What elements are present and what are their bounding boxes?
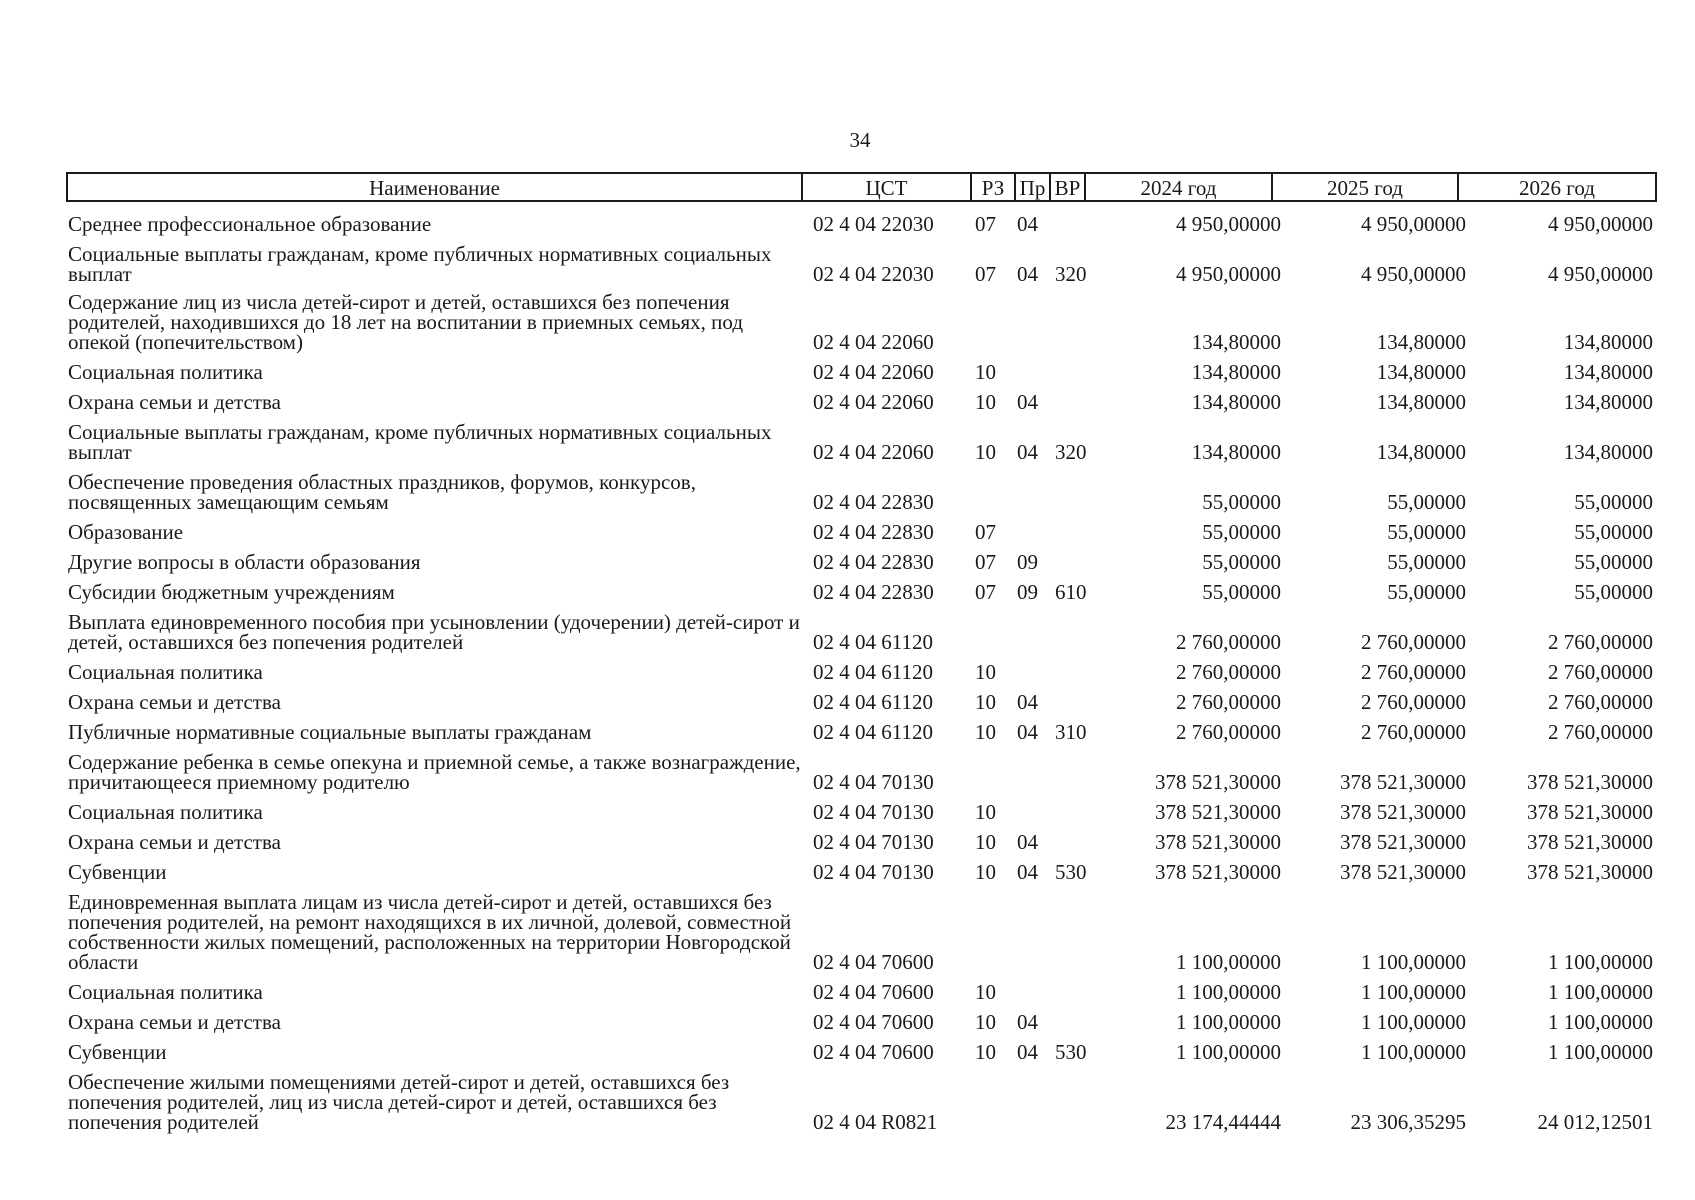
row-cst: 02 4 04 22030 bbox=[813, 212, 934, 236]
row-2025: 23 306,35295 bbox=[1350, 1110, 1466, 1134]
row-rz: 10 bbox=[975, 1010, 996, 1034]
row-2026: 134,80000 bbox=[1563, 360, 1653, 384]
row-cst: 02 4 04 70600 bbox=[813, 1040, 934, 1064]
row-2026: 1 100,00000 bbox=[1548, 980, 1653, 1004]
row-2024: 2 760,00000 bbox=[1176, 660, 1281, 684]
row-rz: 10 bbox=[975, 860, 996, 884]
row-pr: 04 bbox=[1017, 212, 1038, 236]
column-header-2026: 2026 год bbox=[1519, 176, 1595, 200]
row-cst: 02 4 04 61120 bbox=[813, 660, 933, 684]
row-2026: 2 760,00000 bbox=[1548, 660, 1653, 684]
table-row bbox=[0, 654, 1695, 682]
row-cst: 02 4 04 61120 bbox=[813, 690, 933, 714]
row-cst: 02 4 04 22830 bbox=[813, 580, 934, 604]
row-2026: 134,80000 bbox=[1563, 440, 1653, 464]
row-vr: 610 bbox=[1055, 580, 1087, 604]
row-cst: 02 4 04 70130 bbox=[813, 830, 934, 854]
row-2025: 134,80000 bbox=[1376, 360, 1466, 384]
row-name: Охрана семьи и детства bbox=[68, 390, 281, 414]
row-rz: 07 bbox=[975, 580, 996, 604]
row-2024: 134,80000 bbox=[1191, 360, 1281, 384]
table-row bbox=[0, 974, 1695, 1002]
table-row bbox=[0, 884, 1695, 972]
row-name: Субвенции bbox=[68, 860, 167, 884]
row-rz: 07 bbox=[975, 212, 996, 236]
row-pr: 09 bbox=[1017, 580, 1038, 604]
row-2026: 4 950,00000 bbox=[1548, 212, 1653, 236]
row-cst: 02 4 04 61120 bbox=[813, 630, 933, 654]
row-cst: 02 4 04 22060 bbox=[813, 360, 934, 384]
row-2025: 134,80000 bbox=[1376, 440, 1466, 464]
row-2024: 2 760,00000 bbox=[1176, 720, 1281, 744]
row-2026: 2 760,00000 bbox=[1548, 720, 1653, 744]
row-cst: 02 4 04 61120 bbox=[813, 720, 933, 744]
row-2024: 378 521,30000 bbox=[1155, 770, 1281, 794]
row-rz: 07 bbox=[975, 550, 996, 574]
row-2026: 134,80000 bbox=[1563, 330, 1653, 354]
row-2024: 4 950,00000 bbox=[1176, 212, 1281, 236]
row-name: Охрана семьи и детства bbox=[68, 690, 281, 714]
table-row bbox=[0, 604, 1695, 652]
row-2026: 378 521,30000 bbox=[1527, 800, 1653, 824]
table-row bbox=[0, 384, 1695, 412]
row-rz: 10 bbox=[975, 360, 996, 384]
row-2026: 378 521,30000 bbox=[1527, 770, 1653, 794]
row-2026: 1 100,00000 bbox=[1548, 950, 1653, 974]
row-name: Субвенции bbox=[68, 1040, 167, 1064]
row-pr: 04 bbox=[1017, 1040, 1038, 1064]
row-2024: 378 521,30000 bbox=[1155, 830, 1281, 854]
row-pr: 04 bbox=[1017, 262, 1038, 286]
row-cst: 02 4 04 70600 bbox=[813, 980, 934, 1004]
row-2024: 55,00000 bbox=[1202, 490, 1281, 514]
row-pr: 04 bbox=[1017, 440, 1038, 464]
table-row bbox=[0, 544, 1695, 572]
row-cst: 02 4 04 22030 bbox=[813, 262, 934, 286]
table-row bbox=[0, 744, 1695, 792]
table-row bbox=[0, 794, 1695, 822]
row-2025: 2 760,00000 bbox=[1361, 660, 1466, 684]
row-pr: 04 bbox=[1017, 390, 1038, 414]
row-rz: 10 bbox=[975, 1040, 996, 1064]
column-header-name: Наименование bbox=[68, 174, 803, 200]
table-row bbox=[0, 714, 1695, 742]
row-2024: 23 174,44444 bbox=[1165, 1110, 1281, 1134]
row-vr: 530 bbox=[1055, 1040, 1087, 1064]
row-name: Публичные нормативные социальные выплаты гражданам bbox=[68, 720, 592, 744]
row-2024: 4 950,00000 bbox=[1176, 262, 1281, 286]
row-pr: 04 bbox=[1017, 720, 1038, 744]
row-2026: 378 521,30000 bbox=[1527, 830, 1653, 854]
row-name: Единовременная выплата лицам из числа детей-сирот и детей, оставшихся без попечения родителей, на ремонт находящихся в их личной, долевой, совместной собственности жилых помещений, расположенных на территории Новгородской области bbox=[68, 890, 792, 974]
row-2026: 2 760,00000 bbox=[1548, 630, 1653, 654]
row-name: Социальная политика bbox=[68, 660, 263, 684]
table-row bbox=[0, 574, 1695, 602]
row-cst: 02 4 04 70600 bbox=[813, 1010, 934, 1034]
row-2025: 1 100,00000 bbox=[1361, 980, 1466, 1004]
row-vr: 320 bbox=[1055, 262, 1087, 286]
table-row bbox=[0, 236, 1695, 284]
table-row bbox=[0, 1034, 1695, 1062]
row-2024: 1 100,00000 bbox=[1176, 980, 1281, 1004]
page-number: 34 bbox=[849, 128, 871, 152]
row-2025: 55,00000 bbox=[1387, 580, 1466, 604]
row-name: Содержание ребенка в семье опекуна и приемной семье, а также вознаграждение, причитающееся приемному родителю bbox=[68, 750, 801, 794]
row-name: Социальные выплаты гражданам, кроме публичных нормативных социальных выплат bbox=[68, 420, 772, 464]
row-cst: 02 4 04 70130 bbox=[813, 800, 934, 824]
row-rz: 10 bbox=[975, 390, 996, 414]
row-vr: 530 bbox=[1055, 860, 1087, 884]
row-2025: 55,00000 bbox=[1387, 490, 1466, 514]
row-2025: 134,80000 bbox=[1376, 390, 1466, 414]
row-cst: 02 4 04 22830 bbox=[813, 520, 934, 544]
table-row bbox=[0, 514, 1695, 542]
row-2025: 1 100,00000 bbox=[1361, 950, 1466, 974]
row-2024: 1 100,00000 bbox=[1176, 1010, 1281, 1034]
row-name: Социальные выплаты гражданам, кроме публичных нормативных социальных выплат bbox=[68, 242, 772, 286]
table-row bbox=[0, 1004, 1695, 1032]
row-2025: 2 760,00000 bbox=[1361, 720, 1466, 744]
row-2025: 134,80000 bbox=[1376, 330, 1466, 354]
row-name: Обеспечение проведения областных праздников, форумов, конкурсов, посвященных замещающим семьям bbox=[68, 470, 696, 514]
row-2024: 55,00000 bbox=[1202, 550, 1281, 574]
table-row bbox=[0, 286, 1695, 352]
row-pr: 09 bbox=[1017, 550, 1038, 574]
row-2025: 4 950,00000 bbox=[1361, 212, 1466, 236]
row-vr: 310 bbox=[1055, 720, 1087, 744]
row-2024: 1 100,00000 bbox=[1176, 950, 1281, 974]
row-name: Социальная политика bbox=[68, 980, 263, 1004]
row-2024: 134,80000 bbox=[1191, 330, 1281, 354]
row-2024: 134,80000 bbox=[1191, 390, 1281, 414]
row-2024: 2 760,00000 bbox=[1176, 690, 1281, 714]
row-2026: 55,00000 bbox=[1574, 490, 1653, 514]
column-header-vr: ВР bbox=[1051, 174, 1086, 200]
row-2025: 2 760,00000 bbox=[1361, 690, 1466, 714]
row-rz: 07 bbox=[975, 520, 996, 544]
row-2024: 55,00000 bbox=[1202, 520, 1281, 544]
table-row bbox=[0, 354, 1695, 382]
column-header-pr: Пр bbox=[1016, 174, 1051, 200]
row-2026: 4 950,00000 bbox=[1548, 262, 1653, 286]
row-pr: 04 bbox=[1017, 690, 1038, 714]
row-cst: 02 4 04 R0821 bbox=[813, 1110, 938, 1134]
row-name: Субсидии бюджетным учреждениям bbox=[68, 580, 395, 604]
row-name: Образование bbox=[68, 520, 184, 544]
row-pr: 04 bbox=[1017, 830, 1038, 854]
row-rz: 10 bbox=[975, 660, 996, 684]
row-2025: 378 521,30000 bbox=[1340, 860, 1466, 884]
row-rz: 10 bbox=[975, 800, 996, 824]
table-row bbox=[0, 684, 1695, 712]
row-2025: 1 100,00000 bbox=[1361, 1040, 1466, 1064]
column-header-2025: 2025 год bbox=[1273, 174, 1459, 200]
row-cst: 02 4 04 22830 bbox=[813, 550, 934, 574]
row-name: Социальная политика bbox=[68, 800, 263, 824]
column-header-rz: РЗ bbox=[972, 174, 1016, 200]
row-name: Охрана семьи и детства bbox=[68, 830, 281, 854]
table-row bbox=[0, 464, 1695, 512]
row-2026: 1 100,00000 bbox=[1548, 1040, 1653, 1064]
table-header bbox=[66, 172, 1657, 202]
row-name: Выплата единовременного пособия при усыновлении (удочерении) детей-сирот и детей, оставшихся без попечения родителей bbox=[68, 610, 800, 654]
row-2026: 1 100,00000 bbox=[1548, 1010, 1653, 1034]
table-row bbox=[0, 854, 1695, 882]
row-cst: 02 4 04 70130 bbox=[813, 860, 934, 884]
row-rz: 07 bbox=[975, 262, 996, 286]
row-cst: 02 4 04 22060 bbox=[813, 330, 934, 354]
row-cst: 02 4 04 22060 bbox=[813, 390, 934, 414]
row-2024: 378 521,30000 bbox=[1155, 860, 1281, 884]
table-row bbox=[0, 206, 1695, 234]
row-rz: 10 bbox=[975, 830, 996, 854]
row-rz: 10 bbox=[975, 720, 996, 744]
row-2026: 55,00000 bbox=[1574, 550, 1653, 574]
row-2024: 1 100,00000 bbox=[1176, 1040, 1281, 1064]
table-row bbox=[0, 824, 1695, 852]
row-pr: 04 bbox=[1017, 1010, 1038, 1034]
row-name: Обеспечение жилыми помещениями детей-сирот и детей, оставшихся без попечения родителей, лиц из числа детей-сирот и детей, оставшихся без попечения родителей bbox=[68, 1070, 730, 1134]
row-vr: 320 bbox=[1055, 440, 1087, 464]
row-2024: 134,80000 bbox=[1191, 440, 1281, 464]
row-2025: 1 100,00000 bbox=[1361, 1010, 1466, 1034]
row-2025: 378 521,30000 bbox=[1340, 770, 1466, 794]
row-name: Другие вопросы в области образования bbox=[68, 550, 421, 574]
row-2026: 2 760,00000 bbox=[1548, 690, 1653, 714]
row-name: Социальная политика bbox=[68, 360, 263, 384]
row-2025: 2 760,00000 bbox=[1361, 630, 1466, 654]
row-2026: 55,00000 bbox=[1574, 520, 1653, 544]
row-2026: 55,00000 bbox=[1574, 580, 1653, 604]
row-2026: 378 521,30000 bbox=[1527, 860, 1653, 884]
row-cst: 02 4 04 70600 bbox=[813, 950, 934, 974]
row-rz: 10 bbox=[975, 440, 996, 464]
row-2025: 4 950,00000 bbox=[1361, 262, 1466, 286]
row-cst: 02 4 04 70130 bbox=[813, 770, 934, 794]
row-2024: 55,00000 bbox=[1202, 580, 1281, 604]
column-header-2024: 2024 год bbox=[1086, 174, 1273, 200]
column-header-cst: ЦСТ bbox=[803, 174, 972, 200]
row-2026: 134,80000 bbox=[1563, 390, 1653, 414]
row-name: Содержание лиц из числа детей-сирот и детей, оставшихся без попечения родителей, находившихся до 18 лет на воспитании в приемных семьях, под опекой (попечительством) bbox=[68, 290, 744, 354]
row-2025: 55,00000 bbox=[1387, 520, 1466, 544]
row-name: Среднее профессиональное образование bbox=[68, 212, 432, 236]
row-rz: 10 bbox=[975, 980, 996, 1004]
row-rz: 10 bbox=[975, 690, 996, 714]
row-2026: 24 012,12501 bbox=[1537, 1110, 1653, 1134]
row-2025: 55,00000 bbox=[1387, 550, 1466, 574]
row-2024: 2 760,00000 bbox=[1176, 630, 1281, 654]
table-row bbox=[0, 1064, 1695, 1132]
table-row bbox=[0, 414, 1695, 462]
row-2024: 378 521,30000 bbox=[1155, 800, 1281, 824]
row-name: Охрана семьи и детства bbox=[68, 1010, 281, 1034]
row-2025: 378 521,30000 bbox=[1340, 800, 1466, 824]
row-cst: 02 4 04 22830 bbox=[813, 490, 934, 514]
row-2025: 378 521,30000 bbox=[1340, 830, 1466, 854]
row-pr: 04 bbox=[1017, 860, 1038, 884]
row-cst: 02 4 04 22060 bbox=[813, 440, 934, 464]
